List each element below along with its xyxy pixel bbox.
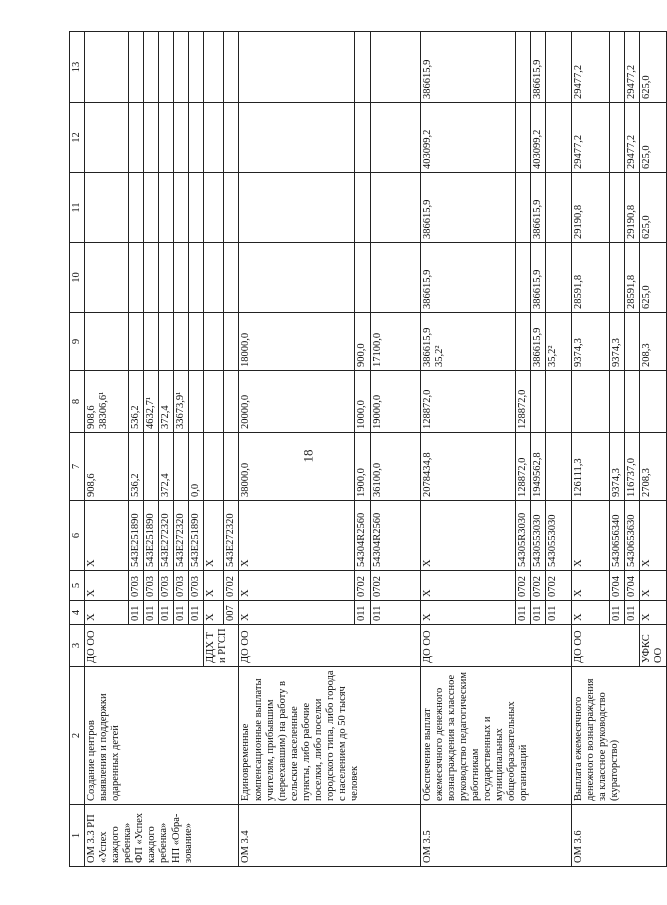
cell-col-6: Х — [239, 501, 355, 571]
cell-col-6: 5430553030 — [530, 501, 545, 571]
cell-col-9 — [129, 313, 144, 371]
cell-col-8: 372,4 — [159, 371, 174, 433]
cell-col-1: ОМ 3.5 — [420, 805, 571, 867]
cell-col-13 — [370, 32, 420, 103]
cell-col-4: 011 — [609, 601, 624, 625]
cell-col-6: Х — [204, 501, 224, 571]
cell-col-8 — [639, 371, 666, 433]
cell-col-7: 9374,3 — [609, 433, 624, 501]
cell-col-12 — [129, 103, 144, 173]
cell-col-9 — [159, 313, 174, 371]
cell-col-13: 625,0 — [639, 32, 666, 103]
cell-col-5: 0702 — [530, 571, 545, 601]
cell-col-9 — [624, 313, 639, 371]
cell-col-4: 011 — [530, 601, 545, 625]
cell-col-5: 0703 — [159, 571, 174, 601]
cell-col-12 — [355, 103, 370, 173]
col-number: 1 — [70, 805, 85, 867]
cell-col-12: 625,0 — [639, 103, 666, 173]
cell-col-1: ОМ 3.4 — [239, 805, 420, 867]
cell-col-13 — [355, 32, 370, 103]
cell-col-11 — [545, 173, 571, 243]
col-number: 8 — [70, 371, 85, 433]
column-numbers-row — [70, 32, 85, 867]
cell-col-4: 011 — [355, 601, 370, 625]
cell-col-11 — [204, 173, 224, 243]
cell-col-2: Единовременные компенсационные выплаты учителям, прибывшим (переехавшим) на работу в сельские населенные пункты, либо рабочие поселки, либо поселки городского типа, либо города с населением до 50 тысяч человек — [239, 667, 420, 805]
cell-col-5: 0702 — [545, 571, 571, 601]
cell-col-6: 543E251890 — [144, 501, 159, 571]
cell-col-2: Выплата ежемесячного денежного вознаграждения за классное руководство (кураторство) — [571, 667, 666, 805]
cell-col-9 — [515, 313, 530, 371]
cell-col-7: 2078434,8 — [420, 433, 515, 501]
cell-col-8: 1000,0 — [355, 371, 370, 433]
cell-col-11 — [174, 173, 189, 243]
cell-col-4: Х — [571, 601, 609, 625]
cell-col-13 — [204, 32, 224, 103]
cell-col-8: 128872,0 — [420, 371, 515, 433]
cell-col-5: 0704 — [624, 571, 639, 601]
cell-col-11 — [159, 173, 174, 243]
cell-col-9 — [224, 313, 239, 371]
cell-col-6: 5430653630 — [624, 501, 639, 571]
budget-table — [69, 31, 667, 867]
cell-col-5: 0702 — [224, 571, 239, 601]
cell-col-5: 0703 — [189, 571, 204, 601]
cell-col-13 — [224, 32, 239, 103]
cell-col-6: 543E251890 — [129, 501, 144, 571]
cell-col-4: 011 — [370, 601, 420, 625]
table-row — [420, 32, 515, 867]
cell-col-10 — [189, 243, 204, 313]
cell-col-9 — [189, 313, 204, 371]
cell-col-8: 128872,0 — [515, 371, 530, 433]
cell-col-5: Х — [571, 571, 609, 601]
cell-col-4: Х — [639, 601, 666, 625]
cell-col-5: Х — [639, 571, 666, 601]
cell-col-10 — [239, 243, 355, 313]
cell-col-6: 54304R2560 — [370, 501, 420, 571]
cell-col-8: 20000,0 — [239, 371, 355, 433]
cell-col-12 — [545, 103, 571, 173]
cell-col-10 — [355, 243, 370, 313]
cell-col-10: 386615,9 — [530, 243, 545, 313]
col-number: 5 — [70, 571, 85, 601]
cell-col-6: Х — [420, 501, 515, 571]
table-body — [70, 32, 667, 867]
cell-col-7 — [144, 433, 159, 501]
cell-col-12: 29477,2 — [571, 103, 609, 173]
cell-col-12 — [224, 103, 239, 173]
cell-col-13 — [174, 32, 189, 103]
col-number: 6 — [70, 501, 85, 571]
cell-col-8 — [571, 371, 609, 433]
cell-col-6: 5430656340 — [609, 501, 624, 571]
col-number: 10 — [70, 243, 85, 313]
cell-col-12 — [189, 103, 204, 173]
cell-col-4: Х — [420, 601, 515, 625]
cell-col-6: 54305R3030 — [515, 501, 530, 571]
cell-col-5: 0702 — [355, 571, 370, 601]
cell-col-8 — [609, 371, 624, 433]
cell-col-13 — [609, 32, 624, 103]
table-row — [571, 32, 609, 867]
cell-col-5: Х — [420, 571, 515, 601]
cell-col-7: 128872,0 — [515, 433, 530, 501]
cell-col-12 — [144, 103, 159, 173]
cell-col-9: 35,2² — [545, 313, 571, 371]
cell-col-12: 403099,2 — [530, 103, 545, 173]
cell-col-7: 36100,0 — [370, 433, 420, 501]
cell-col-8 — [224, 371, 239, 433]
cell-col-4: 011 — [624, 601, 639, 625]
cell-col-13 — [129, 32, 144, 103]
cell-col-3: ДДХ Т и РГСП — [204, 625, 239, 667]
cell-col-9: 208,3 — [639, 313, 666, 371]
cell-col-13 — [239, 32, 355, 103]
cell-col-7 — [545, 433, 571, 501]
cell-col-5: 0703 — [174, 571, 189, 601]
cell-col-5: 0704 — [609, 571, 624, 601]
cell-col-12: 403099,2 — [420, 103, 515, 173]
cell-col-8: 19000,0 — [370, 371, 420, 433]
cell-col-13: 386615,9 — [530, 32, 545, 103]
cell-col-9 — [204, 313, 224, 371]
cell-col-9 — [174, 313, 189, 371]
cell-col-4: 007 — [224, 601, 239, 625]
cell-col-11 — [515, 173, 530, 243]
cell-col-11: 29190,8 — [624, 173, 639, 243]
col-number: 2 — [70, 667, 85, 805]
cell-col-9: 18000,0 — [239, 313, 355, 371]
cell-col-8 — [189, 371, 204, 433]
cell-col-10 — [174, 243, 189, 313]
cell-col-10: 28591,8 — [571, 243, 609, 313]
cell-col-4: 011 — [515, 601, 530, 625]
cell-col-11: 29190,8 — [571, 173, 609, 243]
page-number: 18 — [300, 449, 316, 463]
cell-col-9 — [85, 313, 129, 371]
cell-col-6: 543E272320 — [174, 501, 189, 571]
cell-col-11: 386615,9 — [530, 173, 545, 243]
cell-col-9: 9374,3 — [609, 313, 624, 371]
cell-col-13: 29477,2 — [624, 32, 639, 103]
col-number: 7 — [70, 433, 85, 501]
cell-col-10 — [224, 243, 239, 313]
cell-col-12 — [85, 103, 129, 173]
cell-col-13: 386615,9 — [420, 32, 515, 103]
cell-col-11 — [85, 173, 129, 243]
cell-col-6: 5430553030 — [545, 501, 571, 571]
cell-col-5: Х — [204, 571, 224, 601]
cell-col-5: 0703 — [144, 571, 159, 601]
cell-col-4: Х — [85, 601, 129, 625]
cell-col-6: Х — [639, 501, 666, 571]
cell-col-7: 908,6 — [85, 433, 129, 501]
cell-col-9: 17100,0 — [370, 313, 420, 371]
cell-col-10 — [609, 243, 624, 313]
cell-col-5: 0703 — [129, 571, 144, 601]
cell-col-7 — [224, 433, 239, 501]
cell-col-4: 011 — [144, 601, 159, 625]
cell-col-6: Х — [571, 501, 609, 571]
cell-col-7: 372,4 — [159, 433, 174, 501]
col-number: 3 — [70, 625, 85, 667]
col-number: 12 — [70, 103, 85, 173]
cell-col-7: 0,0 — [189, 433, 204, 501]
rotated-page — [69, 32, 664, 867]
cell-col-4: 011 — [189, 601, 204, 625]
table-row — [85, 32, 129, 867]
cell-col-13 — [159, 32, 174, 103]
cell-col-11 — [144, 173, 159, 243]
cell-col-2: Обеспечение выплат ежемесячного денежного вознаграждения за классное руководство педагогическим работникам государственных и муниципальных общеобразовательных организаций — [420, 667, 571, 805]
cell-col-10 — [515, 243, 530, 313]
cell-col-11 — [239, 173, 355, 243]
cell-col-11 — [355, 173, 370, 243]
cell-col-8 — [545, 371, 571, 433]
cell-col-8: 4632,7¹ — [144, 371, 159, 433]
cell-col-3: ДО ОО — [85, 625, 204, 667]
cell-col-13 — [515, 32, 530, 103]
cell-col-4: 011 — [129, 601, 144, 625]
cell-col-10 — [204, 243, 224, 313]
cell-col-10: 386615,9 — [420, 243, 515, 313]
cell-col-3: ДО ОО — [420, 625, 571, 667]
cell-col-11 — [609, 173, 624, 243]
cell-col-12 — [370, 103, 420, 173]
cell-col-13 — [545, 32, 571, 103]
cell-col-12: 29477,2 — [624, 103, 639, 173]
cell-col-9: 386615,9 — [530, 313, 545, 371]
cell-col-4: 011 — [174, 601, 189, 625]
col-number: 9 — [70, 313, 85, 371]
cell-col-11 — [189, 173, 204, 243]
cell-col-6: 54304R2560 — [355, 501, 370, 571]
cell-col-12 — [204, 103, 224, 173]
cell-col-2: Создание центров выявления и поддержки одаренных детей — [85, 667, 239, 805]
cell-col-10 — [144, 243, 159, 313]
cell-col-7: 116737,0 — [624, 433, 639, 501]
cell-col-11: 625,0 — [639, 173, 666, 243]
cell-col-12 — [609, 103, 624, 173]
col-number: 11 — [70, 173, 85, 243]
cell-col-13 — [144, 32, 159, 103]
cell-col-3: ДО ОО — [571, 625, 639, 667]
cell-col-12 — [159, 103, 174, 173]
cell-col-10: 625,0 — [639, 243, 666, 313]
cell-col-13 — [85, 32, 129, 103]
cell-col-3: УФКС ОО — [639, 625, 666, 667]
cell-col-13: 29477,2 — [571, 32, 609, 103]
cell-col-12 — [174, 103, 189, 173]
cell-col-4: 011 — [159, 601, 174, 625]
cell-col-6: 543E251890 — [189, 501, 204, 571]
cell-col-8: 908,6 38306,6¹ — [85, 371, 129, 433]
cell-col-7: 536,2 — [129, 433, 144, 501]
cell-col-12 — [515, 103, 530, 173]
cell-col-5: Х — [239, 571, 355, 601]
cell-col-4: Х — [239, 601, 355, 625]
cell-col-10 — [545, 243, 571, 313]
cell-col-8 — [204, 371, 224, 433]
cell-col-4: Х — [204, 601, 224, 625]
cell-col-11: 386615,9 — [420, 173, 515, 243]
cell-col-11 — [129, 173, 144, 243]
cell-col-3: ДО ОО — [239, 625, 420, 667]
cell-col-7 — [204, 433, 224, 501]
cell-col-10 — [85, 243, 129, 313]
cell-col-13 — [189, 32, 204, 103]
col-number: 13 — [70, 32, 85, 103]
cell-col-6: Х — [85, 501, 129, 571]
cell-col-5: Х — [85, 571, 129, 601]
cell-col-5: 0702 — [515, 571, 530, 601]
cell-col-7: 126111,3 — [571, 433, 609, 501]
cell-col-7: 1949562,8 — [530, 433, 545, 501]
cell-col-4: 011 — [545, 601, 571, 625]
cell-col-9: 9374,3 — [571, 313, 609, 371]
cell-col-12 — [239, 103, 355, 173]
cell-col-8: 33673,9¹ — [174, 371, 189, 433]
cell-col-1: ОМ 3.6 — [571, 805, 666, 867]
cell-col-7: 2708,3 — [639, 433, 666, 501]
cell-col-9: 386615,9 35,2² — [420, 313, 515, 371]
cell-col-6: 543E272320 — [159, 501, 174, 571]
cell-col-10 — [129, 243, 144, 313]
cell-col-9: 900,0 — [355, 313, 370, 371]
col-number: 4 — [70, 601, 85, 625]
cell-col-8 — [624, 371, 639, 433]
cell-col-6: 543E272320 — [224, 501, 239, 571]
cell-col-8 — [530, 371, 545, 433]
cell-col-10 — [159, 243, 174, 313]
cell-col-11 — [370, 173, 420, 243]
table-row — [239, 32, 355, 867]
cell-col-8: 536,2 — [129, 371, 144, 433]
cell-col-7 — [174, 433, 189, 501]
cell-col-10: 28591,8 — [624, 243, 639, 313]
cell-col-10 — [370, 243, 420, 313]
cell-col-11 — [224, 173, 239, 243]
cell-col-7: 1900,0 — [355, 433, 370, 501]
cell-col-1: ОМ 3.3 РП «Успех каждого ребенка» ФП «Успех каждого ребенка» НП «Обра-зование» — [85, 805, 239, 867]
cell-col-5: 0702 — [370, 571, 420, 601]
cell-col-7: 38000,0 — [239, 433, 355, 501]
cell-col-9 — [144, 313, 159, 371]
